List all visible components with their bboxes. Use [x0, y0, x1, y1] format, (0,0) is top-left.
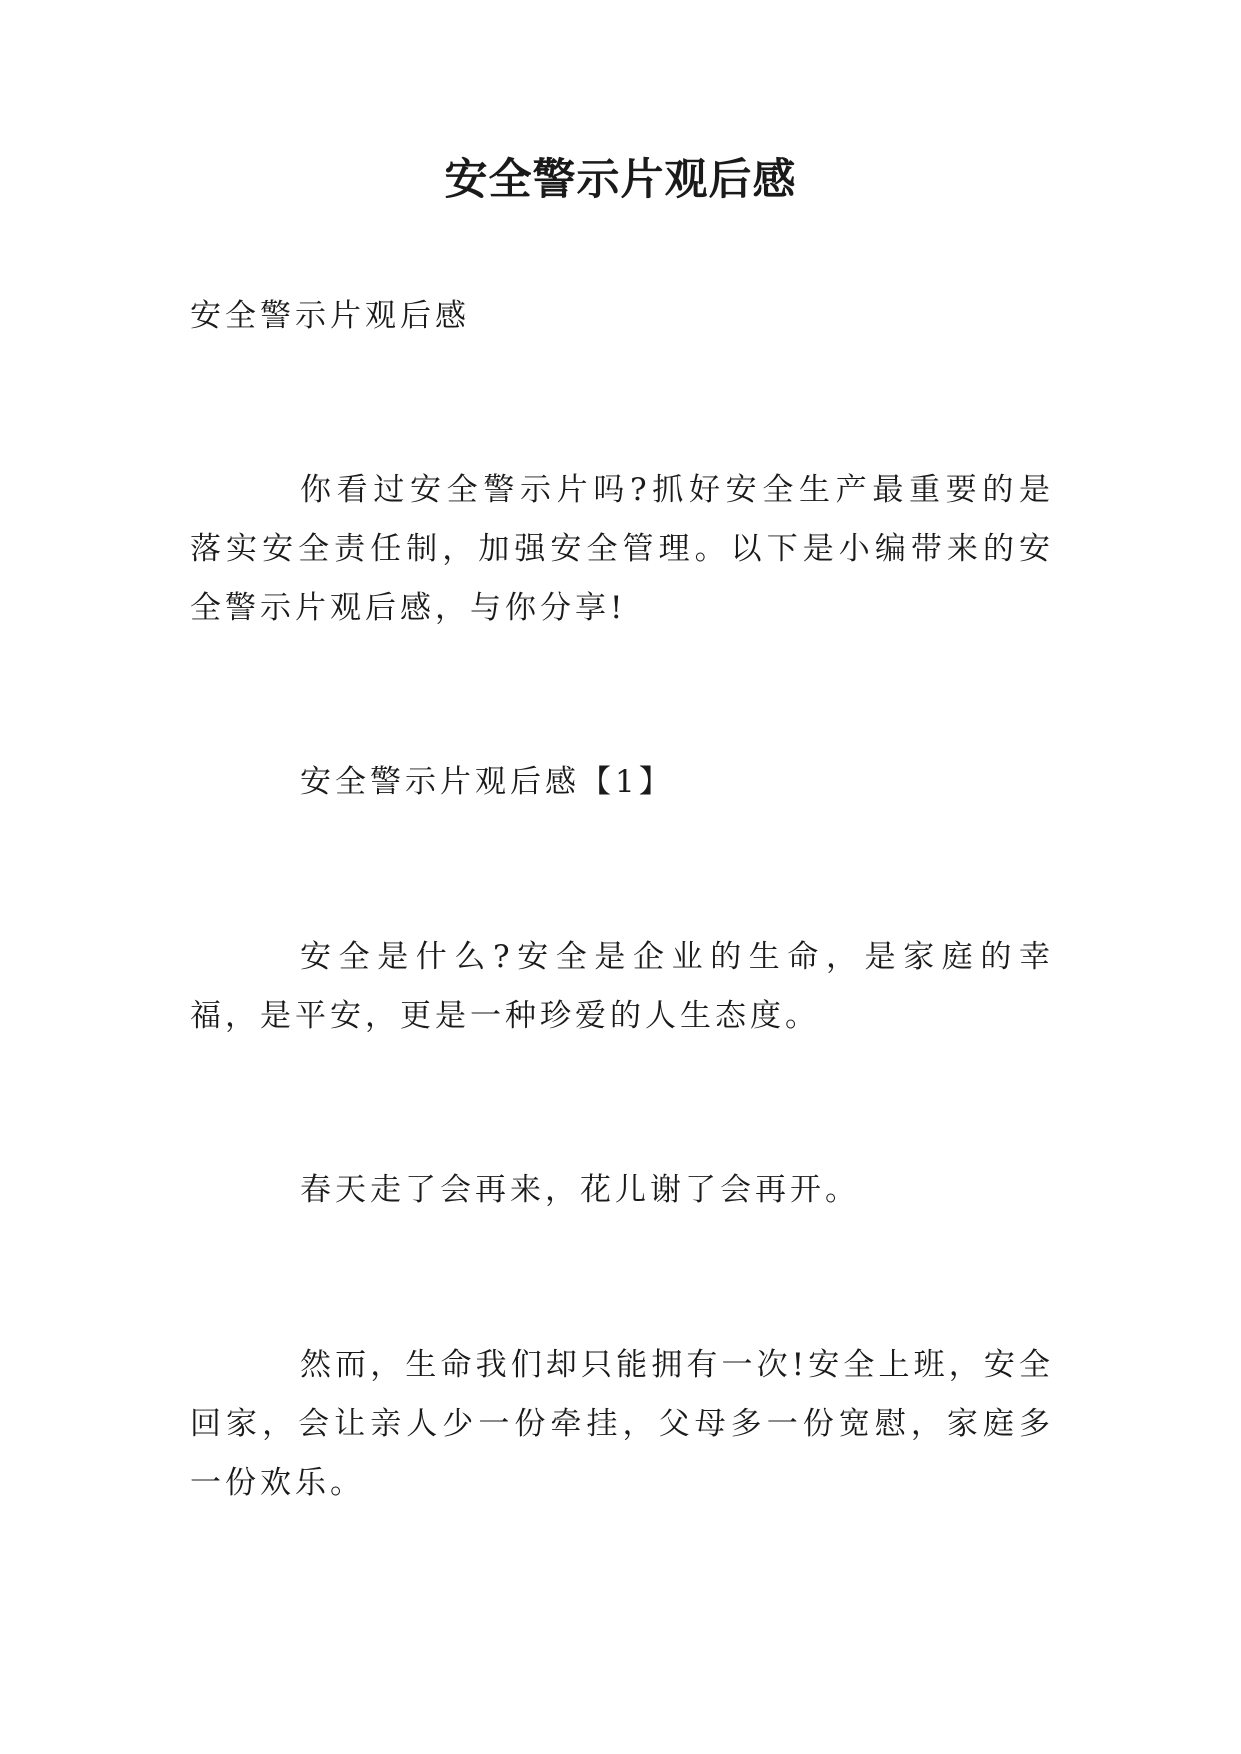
intro-paragraph: 你看过安全警示片吗?抓好安全生产最重要的是落实安全责任制，加强安全管理。以下是小编带来的安全警示片观后感，与你分享! [190, 472, 1054, 626]
document-subtitle: 安全警示片观后感 [190, 298, 470, 334]
body-paragraph: 春天走了会再来，花儿谢了会再开。 [300, 1172, 860, 1208]
section-heading: 安全警示片观后感【1】 [300, 764, 674, 800]
document-title: 安全警示片观后感 [444, 155, 797, 205]
body-paragraph: 然而，生命我们却只能拥有一次!安全上班，安全回家，会让亲人少一份牵挂，父母多一份宽慰，家庭多一份欢乐。 [190, 1347, 1054, 1501]
body-paragraph: 安全是什么?安全是企业的生命，是家庭的幸福，是平安，更是一种珍爱的人生态度。 [190, 939, 1054, 1034]
